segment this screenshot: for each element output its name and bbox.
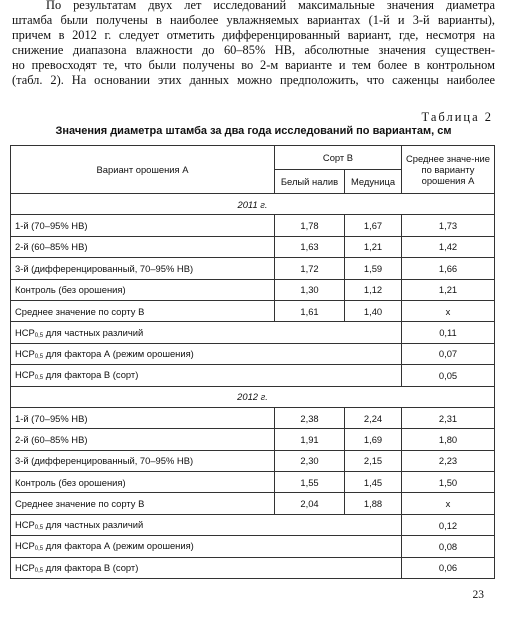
nsr-subscript: 0,5 — [34, 332, 44, 339]
nsr-row — [11, 514, 495, 535]
paragraph-line: снижение диапазона влажности до 60–85% НВ, абсолютные значения существен- — [12, 42, 495, 57]
paragraph-line: По результатам двух лет исследований максимальные значения диаметра — [46, 0, 495, 12]
table-row — [11, 493, 495, 514]
row-label: Среднее значение по сорту В — [11, 300, 275, 321]
cell-mean: 2,23 — [402, 450, 495, 471]
table-row — [11, 215, 495, 236]
row-label: Среднее значение по сорту В — [11, 493, 275, 514]
header-sort2: Медуница — [345, 170, 402, 194]
cell-sort2: 1,67 — [345, 215, 402, 236]
cell-sort2: 1,40 — [345, 300, 402, 321]
table-row — [11, 450, 495, 471]
nsr-prefix: НСР — [15, 369, 35, 381]
row-label: 1-й (70–95% НВ) — [11, 407, 275, 428]
nsr-subscript: 0,5 — [34, 525, 44, 532]
table-title: Значения диаметра штамба за два года исследований по вариантам, см — [55, 125, 452, 137]
table-row — [11, 407, 495, 428]
cell-sort1: 1,91 — [275, 429, 345, 450]
table-row — [11, 279, 495, 300]
nsr-subscript: 0,5 — [34, 567, 44, 574]
page-number: 23 — [472, 589, 484, 601]
nsr-subscript: 0,5 — [34, 546, 44, 553]
cell-sort2: 1,69 — [345, 429, 402, 450]
paragraph-line: причем в 2012 г. следует отметить дифференцированный вариант, где, несмотря на — [12, 27, 495, 42]
cell-sort1: 2,38 — [275, 407, 345, 428]
cell-mean: 1,80 — [402, 429, 495, 450]
cell-sort2: 1,88 — [345, 493, 402, 514]
row-label: 3-й (дифференцированный, 70–95% НВ) — [11, 450, 275, 471]
cell-sort2: 1,45 — [345, 472, 402, 493]
nsr-suffix: для фактора В (сорт) — [43, 369, 139, 381]
cell-mean: 1,73 — [402, 215, 495, 236]
cell-sort1: 1,55 — [275, 472, 345, 493]
nsr-prefix: НСР — [15, 540, 35, 552]
row-label: Контроль (без орошения) — [11, 279, 275, 300]
cell-mean: х — [402, 300, 495, 321]
nsr-value: 0,08 — [402, 536, 495, 557]
row-label: 1-й (70–95% НВ) — [11, 215, 275, 236]
header-sort1: Белый налив — [275, 170, 345, 194]
cell-sort1: 1,61 — [275, 300, 345, 321]
table-row — [11, 236, 495, 257]
paragraph-line: (табл. 2). На основании этих данных можно предположить, что саженцы наиболее — [12, 72, 495, 87]
paragraph-line: но превосходят те, что были получены во 2-м варианте и тем более в контрольном — [12, 57, 495, 72]
year-label: 2011 г. — [11, 194, 495, 215]
nsr-prefix: НСР — [15, 326, 35, 338]
nsr-suffix: для фактора В (сорт) — [43, 561, 139, 573]
row-label: 3-й (дифференцированный, 70–95% НВ) — [11, 258, 275, 279]
year-row — [11, 386, 495, 407]
cell-sort2: 1,59 — [345, 258, 402, 279]
nsr-suffix: для фактора А (режим орошения) — [43, 347, 194, 359]
nsr-prefix: НСР — [15, 561, 35, 573]
nsr-value: 0,05 — [402, 365, 495, 386]
cell-mean: 1,42 — [402, 236, 495, 257]
nsr-value: 0,07 — [402, 343, 495, 364]
table-row — [11, 300, 495, 321]
data-table — [10, 145, 495, 579]
row-label: 2-й (60–85% НВ) — [11, 236, 275, 257]
nsr-label — [11, 365, 402, 386]
table-row — [11, 429, 495, 450]
body-paragraph — [12, 0, 495, 87]
nsr-row — [11, 557, 495, 578]
nsr-value: 0,12 — [402, 514, 495, 535]
nsr-value: 0,06 — [402, 557, 495, 578]
nsr-subscript: 0,5 — [34, 353, 44, 360]
nsr-row — [11, 536, 495, 557]
nsr-suffix: для частных различий — [43, 519, 144, 531]
paragraph-line: штамба были получены в наиболее увлажняемых вариантах (1-й и 3-й варианты), — [12, 12, 495, 27]
header-variant: Вариант орошения А — [11, 146, 275, 194]
year-row — [11, 194, 495, 215]
cell-mean: 2,31 — [402, 407, 495, 428]
table-row — [11, 258, 495, 279]
nsr-row — [11, 343, 495, 364]
nsr-suffix: для частных различий — [43, 326, 144, 338]
cell-mean: 1,21 — [402, 279, 495, 300]
nsr-label — [11, 343, 402, 364]
nsr-prefix: НСР — [15, 347, 35, 359]
row-label: 2-й (60–85% НВ) — [11, 429, 275, 450]
cell-sort1: 1,72 — [275, 258, 345, 279]
nsr-label — [11, 514, 402, 535]
nsr-subscript: 0,5 — [34, 375, 44, 382]
cell-sort1: 1,30 — [275, 279, 345, 300]
nsr-suffix: для фактора А (режим орошения) — [43, 540, 194, 552]
cell-sort1: 1,63 — [275, 236, 345, 257]
table-body — [11, 194, 495, 579]
nsr-prefix: НСР — [15, 519, 35, 531]
cell-mean: 1,50 — [402, 472, 495, 493]
nsr-label — [11, 322, 402, 343]
nsr-row — [11, 365, 495, 386]
nsr-label — [11, 536, 402, 557]
header-mean-by-variant: Среднее значе-ние по варианту орошения А — [402, 146, 495, 194]
table-row — [11, 472, 495, 493]
cell-sort2: 2,15 — [345, 450, 402, 471]
cell-sort1: 2,04 — [275, 493, 345, 514]
row-label: Контроль (без орошения) — [11, 472, 275, 493]
cell-sort2: 2,24 — [345, 407, 402, 428]
nsr-row — [11, 322, 495, 343]
year-label: 2012 г. — [11, 386, 495, 407]
cell-sort1: 2,30 — [275, 450, 345, 471]
cell-sort2: 1,12 — [345, 279, 402, 300]
cell-sort1: 1,78 — [275, 215, 345, 236]
nsr-label — [11, 557, 402, 578]
nsr-value: 0,11 — [402, 322, 495, 343]
header-sort: Сорт В — [275, 146, 402, 170]
table-label: Таблица 2 — [421, 110, 493, 124]
cell-mean: 1,66 — [402, 258, 495, 279]
cell-sort2: 1,21 — [345, 236, 402, 257]
cell-mean: х — [402, 493, 495, 514]
